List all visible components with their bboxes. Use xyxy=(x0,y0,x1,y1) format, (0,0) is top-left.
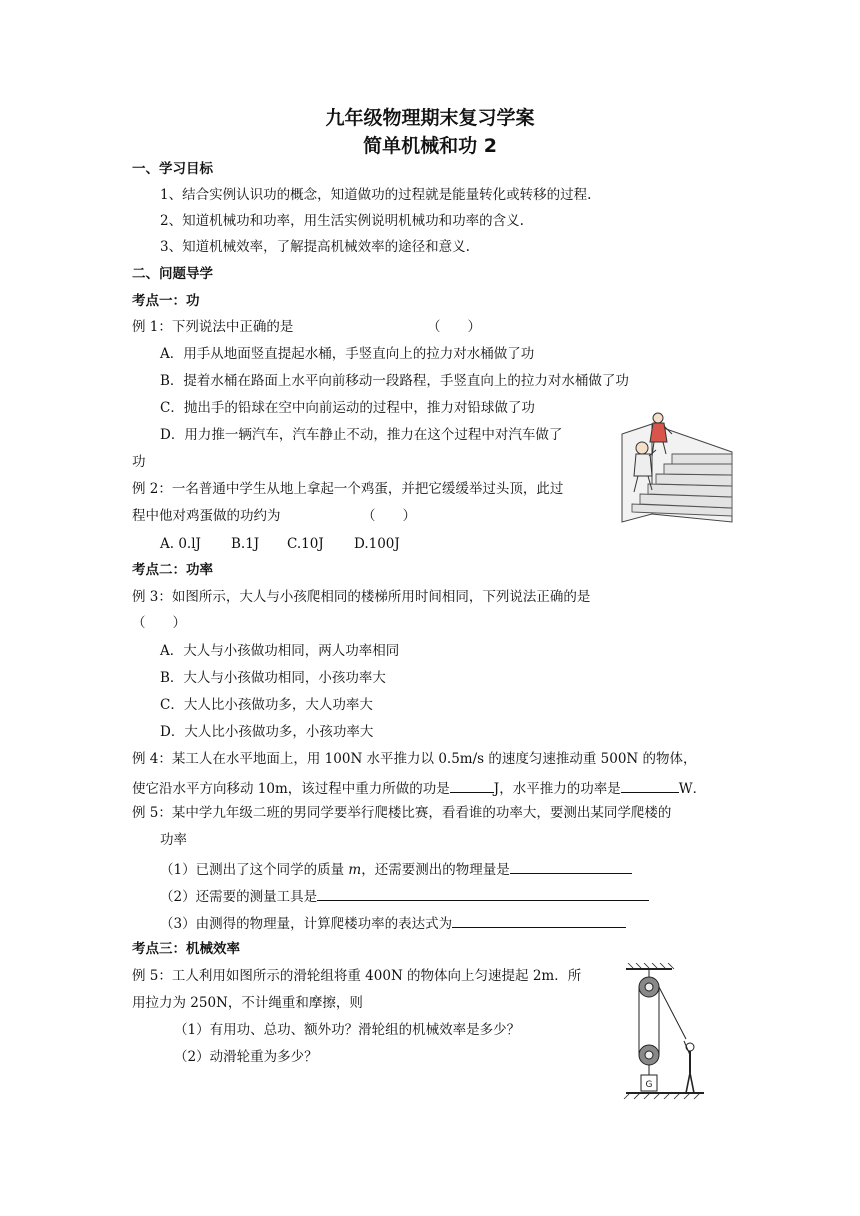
answer-blank[interactable] xyxy=(317,885,649,901)
example-6-line1: 例 5：工人利用如图所示的滑轮组将重 400N 的物体向上匀速提起 2m．所 xyxy=(132,968,582,984)
kp-heading-efficiency: 考点三：机械效率 xyxy=(132,941,240,957)
answer-paren: （ ） xyxy=(427,319,481,335)
example-6-line2: 用拉力为 250N，不计绳重和摩擦，则 xyxy=(132,995,363,1011)
worker-figure xyxy=(684,1041,694,1093)
option-c: C．大人比小孩做功多，大人功率大 xyxy=(160,697,373,713)
option-d-cont: 功 xyxy=(132,454,146,470)
answer-blank[interactable] xyxy=(452,912,626,928)
example-2-line1: 例 2：一名普通中学生从地上拿起一个鸡蛋，并把它缓缓举过头顶，此过 xyxy=(132,481,564,497)
answer-blank[interactable] xyxy=(510,858,632,874)
section-heading-goals: 一、学习目标 xyxy=(132,161,213,177)
option-c: C．抛出手的铅球在空中向前运动的过程中，推力对铅球做了功 xyxy=(160,400,535,416)
question-3: （3）由测得的物理量，计算爬楼功率的表达式为 xyxy=(160,912,626,933)
example-5-line1: 例 5：某中学九年级二班的男同学要举行爬楼比赛，看看谁的功率大，要测出某同学爬楼的 xyxy=(132,805,672,821)
example-5-line2: 功率 xyxy=(160,832,187,848)
kp-heading-work: 考点一：功 xyxy=(132,293,200,309)
doc-subtitle: 简单机械和功 2 xyxy=(363,135,497,157)
option-d: D．用力推一辆汽车，汽车静止不动，推力在这个过程中对汽车做了 xyxy=(160,427,563,443)
stairs-climbing-illustration xyxy=(612,404,742,526)
option-c: C.10J xyxy=(287,536,324,552)
option-b: B．提着水桶在路面上水平向前移动一段路程，手竖直向上的拉力对水桶做了功 xyxy=(160,373,629,389)
question-1: （1）有用功、总功、额外功？滑轮组的机械效率是多少？ xyxy=(174,1022,521,1038)
example-4-line1: 例 4：某工人在水平地面上，用 100N 水平推力以 0.5m/s 的速度匀速推动重 500N 的物体， xyxy=(132,751,697,767)
kp-heading-power: 考点二：功率 xyxy=(132,562,213,578)
example-2-line2: 程中他对鸡蛋做的功约为 xyxy=(132,508,281,524)
doc-title: 九年级物理期末复习学案 xyxy=(325,107,535,129)
goal-item: 1、结合实例认识功的概念，知道做功的过程就是能量转化或转移的过程. xyxy=(160,187,592,203)
answer-paren: （ ） xyxy=(362,508,416,524)
answer-paren: （ ） xyxy=(132,615,186,631)
answer-blank[interactable] xyxy=(450,777,494,793)
weight-label: G xyxy=(645,1080,653,1090)
option-d: D．大人比小孩做功多，小孩功率大 xyxy=(160,724,374,740)
pulley-system-illustration xyxy=(620,963,710,1105)
option-a: A．用手从地面竖直提起水桶，手竖直向上的拉力对水桶做了功 xyxy=(160,346,535,362)
example-4-line2: 使它沿水平方向移动 10m，该过程中重力所做的功是 J，水平推力的功率是 W． xyxy=(132,777,706,798)
option-b: B.1J xyxy=(231,536,260,552)
option-a: A．大人与小孩做功相同，两人功率相同 xyxy=(160,643,400,659)
option-d: D.100J xyxy=(354,536,400,552)
question-2: （2）动滑轮重为多少？ xyxy=(174,1049,318,1065)
example-1-stem: 例 1：下列说法中正确的是 xyxy=(132,319,294,335)
question-2: （2）还需要的测量工具是 xyxy=(160,885,649,906)
example-3-stem: 例 3：如图所示，大人与小孩爬相同的楼梯所用时间相同，下列说法正确的是 xyxy=(132,589,591,605)
section-heading-guide: 二、问题导学 xyxy=(132,266,213,282)
goal-item: 3、知道机械效率，了解提高机械效率的途径和意义. xyxy=(160,239,470,255)
option-a: A. 0.lJ xyxy=(160,536,201,552)
answer-blank[interactable] xyxy=(621,777,679,793)
option-b: B．大人与小孩做功相同，小孩功率大 xyxy=(160,670,386,686)
question-1: （1）已测出了这个同学的质量 m，还需要测出的物理量是 xyxy=(160,858,632,879)
goal-item: 2、知道机械功和功率，用生活实例说明机械功和功率的含义. xyxy=(160,213,524,229)
